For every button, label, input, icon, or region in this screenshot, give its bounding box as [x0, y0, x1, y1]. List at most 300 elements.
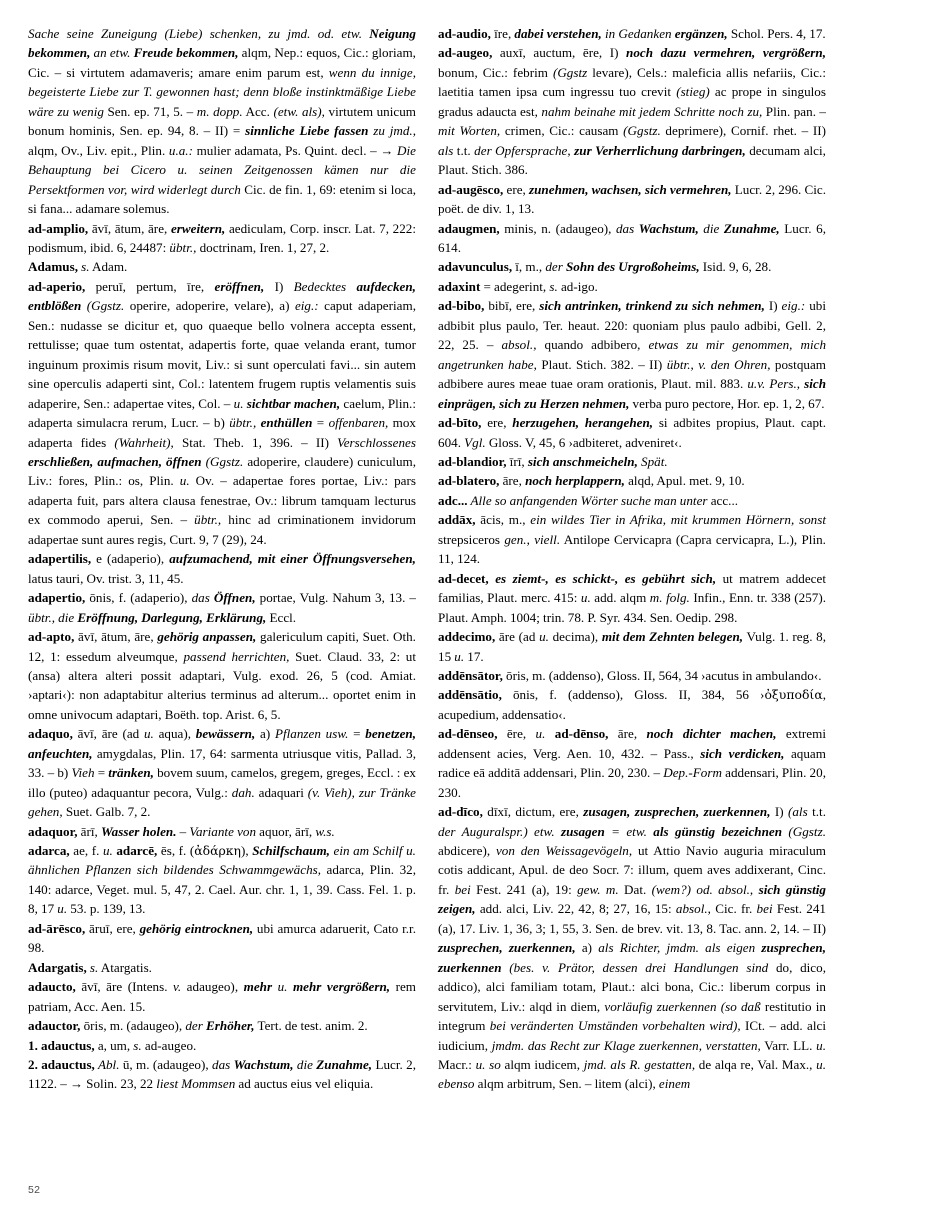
dictionary-entry: [438, 296, 826, 413]
entry-text-run: Antilope Cervicapra (Capra cervicapra, L.), Plin. 11, 124.: [438, 531, 826, 567]
entry-text-run: ad-ārēsco,: [28, 920, 86, 936]
dictionary-entry: [438, 569, 826, 627]
entry-text-run: erschließen, aufmachen, öffnen: [28, 453, 202, 469]
entry-text-run: mehr: [243, 979, 278, 995]
entry-text-run: adaquor,: [28, 823, 78, 839]
entry-text-run: jmd. als R. gestatten,: [583, 1057, 696, 1073]
entry-text-run: als Richter, jmdm. als eigen: [598, 940, 762, 956]
entry-text-run: Suet. Claud. 33, 2: ut (ansa) altera alteri possit adaptari, Vulg. exod. 26, 5 (cod. Amiat. ›aptari‹): non adaptabitur alterius terminus ad alterum... oportet enim in omne univocum adaptari, Boëth. top. Arist. 6, 5.: [28, 648, 416, 722]
entry-text-run: Spät.: [637, 453, 668, 469]
entry-text-run: von den Weissagevögeln,: [495, 843, 633, 859]
entry-text-run: =: [312, 415, 329, 431]
entry-text-run: vorläufig zuerkennen (so daß: [604, 998, 761, 1014]
entry-text-run: quando adbibero,: [536, 337, 649, 353]
entry-text-run: bovem suum, camelos, gregem, greges, Eccl. : ex illo (puteo) adaquantur pecora, Vulg.:: [28, 765, 416, 800]
entry-text-run: sinnliche Liebe fassen: [245, 123, 369, 139]
entry-text-run: Dep.-Form: [663, 765, 722, 781]
entry-text-run: ὀξυποδία: [764, 687, 823, 703]
entry-text-run: erweitern,: [170, 220, 226, 236]
entry-text-run: übtr., v. den Ohren,: [666, 356, 771, 372]
entry-text-run: si adbites propius, Plaut. capt. 604.: [438, 415, 827, 450]
entry-text-run: peruī, pertum, īre,: [85, 278, 215, 294]
dictionary-entry: [28, 24, 416, 219]
entry-text-run: Cic. de fin. 1, 69: etenim si loca, si fana... adamare solemus.: [28, 181, 416, 217]
entry-text-run: Lucr. 6, 614.: [438, 220, 826, 255]
entry-text-run: Abl.: [94, 1057, 120, 1073]
entry-text-run: ae, f.: [69, 843, 103, 859]
entry-text-run: bei veränderten Umständen vorbehalten wird),: [489, 1018, 741, 1034]
entry-text-run: offenbaren,: [328, 415, 389, 431]
entry-text-run: īre,: [490, 26, 515, 41]
entry-text-run: u.: [102, 843, 113, 859]
entry-text-run: Adargatis,: [28, 959, 87, 975]
entry-text-run: u.: [233, 395, 244, 411]
dictionary-entry: [28, 958, 416, 977]
entry-text-run: verba puro pectore, Hor. ep. 1, 2, 67.: [629, 395, 825, 411]
entry-text-run: galericulum capiti, Suet. Oth. 12, 1: essedum alveumque,: [28, 629, 416, 664]
entry-text-run: Erhöher,: [206, 1018, 255, 1034]
entry-text-run: āvī, ātum, āre,: [88, 220, 171, 236]
entry-text-run: der: [545, 259, 566, 275]
entry-text-run: noch dazu vermehren, vergrößern,: [626, 45, 826, 61]
entry-text-run: der Opfersprache,: [474, 142, 575, 158]
entry-text-run: ),: [241, 843, 253, 859]
entry-text-run: Acc.: [242, 103, 274, 119]
entry-text-run: u.: [143, 726, 154, 742]
entry-text-run: bibī, ere,: [484, 298, 540, 314]
entry-text-run: mit dem Zehnten belegen,: [601, 629, 744, 645]
entry-text-run: übtr., die: [28, 609, 78, 625]
entry-text-run: Macr.:: [438, 1057, 476, 1073]
entry-text-run: īrī,: [506, 453, 528, 469]
entry-text-run: Neigung bekommen,: [28, 26, 416, 61]
dictionary-entry: [28, 919, 416, 958]
entry-text-run: Eröffnung, Darlegung, Erklärung,: [77, 609, 267, 625]
entry-text-run: Isid. 9, 6, 28.: [699, 259, 772, 275]
entry-text-run: das: [212, 1057, 234, 1073]
dictionary-entry: [28, 822, 416, 841]
entry-text-run: adaquari: [254, 784, 308, 800]
entry-text-run: gew. m.: [577, 881, 619, 897]
entry-text-run: enthüllen: [260, 415, 313, 431]
entry-text-run: doctrinam, Iren. 1, 27, 2.: [196, 239, 330, 255]
dictionary-entry: [438, 685, 826, 724]
entry-text-run: adaugeo),: [181, 979, 244, 995]
entry-text-run: Fest. 241 (a), 19:: [470, 881, 578, 897]
entry-text-run: ī, m.,: [512, 259, 546, 275]
entry-text-run: s.: [86, 959, 99, 975]
entry-text-run: Sen. ep. 71, 5. –: [103, 103, 197, 119]
entry-text-run: adoperire, claudere) cuniculum, Liv.: fores, Plin.: os, Plin.: [28, 453, 417, 489]
entry-text-run: aquam radice eā additā addensari, Plin. 20, 230. –: [438, 745, 826, 781]
dictionary-entry: [438, 413, 826, 452]
dictionary-entry: [438, 43, 826, 179]
entry-text-run: eig.:: [294, 298, 319, 314]
entry-text-run: ere,: [503, 181, 530, 197]
dictionary-entry: [438, 24, 826, 43]
entry-text-run: Cic. fr.: [710, 901, 757, 917]
entry-text-run: e (adaperio),: [91, 551, 170, 567]
entry-text-run: bei: [454, 881, 471, 897]
entry-text-run: adarcē,: [112, 843, 158, 859]
entry-text-run: aqua),: [153, 726, 196, 742]
entry-text-run: adavunculus,: [438, 259, 513, 275]
entry-text-run: aufzumachend, mit einer Öffnungsversehen,: [169, 551, 416, 567]
dictionary-entry: [438, 257, 826, 276]
entry-text-run: ad-augēsco,: [438, 181, 504, 197]
entry-text-run: ad-augeo.: [141, 1037, 197, 1053]
entry-text-run: Sache seine Zuneigung (Liebe) schenken, zu jmd. od. etw.: [28, 26, 370, 41]
entry-text-run: etwas zu mir genommen, mich angetrunken habe,: [438, 337, 827, 372]
entry-text-run: ōnis, f. (adaperio),: [85, 590, 192, 606]
entry-text-run: mehr vergrößern,: [287, 979, 391, 995]
entry-text-run: ārī,: [77, 823, 101, 839]
entry-text-run: (Ggstz.: [81, 298, 125, 314]
entry-text-run: gehörig anpassen,: [157, 629, 257, 645]
entry-text-run: u. ebenso: [438, 1057, 827, 1092]
entry-text-run: ac prope in singulos gradus adaucta est,: [438, 84, 826, 119]
entry-text-run: = adegerint,: [480, 278, 550, 294]
entry-text-run: decima),: [548, 629, 602, 645]
entry-text-run: adaucto,: [28, 979, 76, 995]
entry-text-run: adc...: [438, 492, 468, 508]
entry-text-run: übtr.,: [169, 239, 197, 255]
entry-text-run: u.: [816, 1037, 827, 1053]
entry-text-run: sich verdicken,: [700, 745, 785, 761]
entry-text-run: m. dopp.: [196, 103, 243, 119]
entry-text-run: adapertilis,: [28, 551, 92, 567]
dictionary-entry: [28, 588, 416, 627]
entry-text-run: extremi addensent acies, Verg. Aen. 10, 432. – Pass.,: [438, 726, 826, 761]
entry-text-run: übtr.,: [194, 512, 222, 528]
entry-text-run: do, dico, addico), alci familiam totam, Plaut.: alci bona, Cic.: liberum corpus in servitutem, Liv.: alqd in diem,: [438, 959, 826, 1014]
dictionary-entry: [28, 724, 416, 821]
entry-text-run: ad-decet,: [438, 570, 489, 586]
entry-text-run: Schilfschaum,: [252, 843, 330, 859]
dictionary-entry: [28, 841, 416, 919]
entry-text-run: u.: [57, 901, 68, 917]
entry-text-run: āvī, āre (Intens.: [75, 979, 174, 995]
entry-text-run: de alqa re, Val. Max.,: [695, 1057, 817, 1073]
entry-text-run: ad-dēnso,: [545, 726, 609, 742]
entry-text-run: decumam alci, Plaut. Stich. 386.: [438, 142, 826, 178]
entry-text-run: passend herrichten,: [183, 648, 290, 664]
entry-text-run: jmdm. das Recht zur Klage zuerkennen, verstatten,: [491, 1037, 761, 1053]
entry-text-run: aquor, ārī,: [256, 823, 316, 839]
entry-text-run: einem: [658, 1076, 691, 1092]
right-column: [438, 24, 826, 1094]
entry-text-run: ōnis, f. (addenso), Gloss. II, 384, 56 ›: [501, 687, 765, 703]
dictionary-entry: [28, 257, 416, 276]
entry-text-run: u.: [539, 629, 549, 645]
entry-text-run: sich einprägen, sich zu Herzen nehmen,: [438, 376, 827, 411]
column-container: [28, 24, 907, 1094]
entry-text-run: Wachstum,: [233, 1057, 294, 1073]
entry-text-run: der Auguralspr.) etw.: [438, 823, 561, 839]
entry-text-run: u.: [454, 648, 465, 664]
entry-text-run: = etw.: [604, 823, 654, 839]
entry-text-run: ubi adbibit plus paulo, Ter. heaut. 220: quoniam plus paulo adbibi, Gell. 2, 22, 25. –: [438, 298, 826, 353]
entry-text-run: levare), Cels.: maleficia allis nefariis, Cic.: laetitia tamen ipsa cum ingressu tuo crevit: [438, 64, 826, 100]
entry-text-run: eröffnen,: [214, 278, 265, 294]
entry-text-run: adarca, Plin. 32, 140: adarce, Veget. mul. 5, 47, 2. Cael. Aur. chr. 1, 1, 39. Cass. Fel. 1. p. 8, 17: [28, 862, 417, 917]
entry-text-run: =: [94, 765, 109, 781]
entry-text-run: sich antrinken, trinkend zu sich nehmen,: [539, 298, 765, 314]
entry-text-run: a): [575, 940, 599, 956]
dictionary-entry: [28, 277, 416, 549]
entry-text-run: u.v. Pers.,: [747, 376, 805, 392]
entry-text-run: =: [348, 726, 366, 742]
entry-text-run: ad-audio,: [438, 26, 491, 41]
entry-text-run: t.t.: [453, 142, 475, 158]
entry-text-run: portae, Vulg. Nahum 3, 13. –: [255, 590, 416, 606]
entry-text-run: (Ggstz.: [201, 453, 244, 469]
entry-text-run: addecimo,: [438, 629, 496, 645]
entry-text-run: crimen, Cic.: causam: [500, 123, 624, 139]
entry-text-run: bei: [756, 901, 773, 917]
entry-text-run: alqm iudicem,: [500, 1057, 584, 1073]
entry-text-run: u.a.:: [168, 142, 193, 158]
entry-text-run: mit Worten,: [438, 123, 501, 139]
entry-text-run: Vgl.: [464, 434, 486, 450]
entry-text-run: Vulg. 1. reg. 8, 15: [438, 629, 826, 664]
entry-text-run: adaxint: [438, 278, 481, 294]
entry-text-run: rem patriam, Acc. Aen. 15.: [28, 979, 416, 1014]
entry-text-run: alqm, Ov., Liv. epit., Plin.: [28, 142, 169, 158]
entry-text-run: liest Mommsen: [156, 1076, 236, 1092]
entry-text-run: s.: [133, 1037, 142, 1053]
entry-text-run: (bes. v. Prätor, dessen drei Handlungen sind: [501, 959, 769, 975]
entry-text-run: adaquo,: [28, 726, 73, 742]
entry-text-run: Zunahme,: [316, 1057, 373, 1073]
dictionary-entry: [438, 491, 826, 510]
entry-text-run: Infin., Enn. tr. 338 (257). Plaut. Amph. 1004; trin. 78. P. Syr. 434. Sen. Oedip. 298.: [438, 590, 827, 625]
dictionary-entry: [28, 977, 416, 1016]
entry-text-run: (Ggstz: [552, 64, 588, 80]
entry-text-run: Stat. Theb. 1, 396. – II): [173, 434, 338, 450]
entry-text-run: ad-blandior,: [438, 453, 507, 469]
entry-text-run: caput adaperiam, Sen.: nudasse se dicitur et, quo quaeque bello volnera accepta essent, rettulisse; quae tum ostentat, adapertis forte, quae velanda erant, tumor inguinum proximis risum movit, Liv.: si sunt operculati favi... sin autem sine operculis adaperti sint, Col.: latentem frugem ruptis velamentis suis adaperire, Sen.: adapertae vites, Col. –: [28, 298, 416, 411]
entry-text-run: ū, m. (adaugeo),: [119, 1057, 212, 1073]
entry-text-run: Alle so anfangenden Wörter suche man unter: [467, 492, 708, 508]
entry-text-run: adauctor,: [28, 1018, 81, 1034]
entry-text-run: Pflanzen usw.: [274, 726, 349, 742]
entry-text-run: (Wahrheit),: [114, 434, 174, 450]
entry-text-run: āre,: [499, 473, 526, 489]
entry-text-run: in Gedanken: [601, 26, 675, 41]
entry-text-run: āre (ad: [495, 629, 540, 645]
entry-text-run: ad auctus eius vel eliquia.: [235, 1076, 374, 1092]
entry-text-run: , acupedium, addensatio‹.: [438, 687, 826, 722]
entry-text-run: Plin. pan. –: [762, 103, 826, 119]
page-number: 52: [28, 1184, 41, 1196]
entry-text-run: (Ggstz.: [623, 123, 661, 139]
entry-text-run: Schol. Pers. 4, 17.: [727, 26, 826, 41]
entry-text-run: restitutio in integrum: [438, 998, 826, 1034]
entry-text-run: 1. adauctus,: [28, 1037, 95, 1053]
entry-text-run: zur Verherrlichung darbringen,: [574, 142, 746, 158]
entry-text-run: ad-dēnseo,: [438, 726, 498, 742]
entry-text-run: acc...: [707, 492, 739, 508]
entry-text-run: die: [293, 1057, 317, 1073]
entry-text-run: ēs, f. (: [157, 843, 195, 859]
entry-text-run: ācis, m.,: [475, 512, 531, 528]
entry-text-run: caelum, Plin.: adaperta simulacra rerum, Lucr. – b): [28, 395, 417, 431]
entry-text-run: ergänzen,: [674, 26, 728, 41]
entry-text-run: ἀδάρκη: [194, 843, 242, 859]
entry-text-run: Plaut. Stich. 382. – II): [536, 356, 667, 372]
entry-text-run: addāx,: [438, 512, 476, 528]
dictionary-entry: [438, 452, 826, 471]
entry-text-run: adapertio,: [28, 590, 86, 606]
entry-text-run: āruī, ere,: [85, 920, 140, 936]
entry-text-run: –: [176, 823, 190, 839]
entry-text-run: aufdecken, entblößen: [28, 278, 416, 314]
entry-text-run: Sohn des Urgroßoheims,: [565, 259, 700, 275]
entry-text-run: strepsiceros: [438, 531, 505, 547]
entry-text-run: I): [770, 804, 788, 820]
entry-text-run: Lucr. 2, 296. Cic. poët. de div. 1, 13.: [438, 181, 827, 217]
entry-text-run: herzugehen, herangehen,: [512, 415, 654, 431]
entry-text-run: tränken,: [108, 765, 154, 781]
entry-text-run: nahm beinahe mit jedem Schritte noch zu,: [541, 103, 763, 119]
entry-text-run: Dat.: [618, 881, 652, 897]
entry-text-run: u.: [179, 473, 190, 489]
entry-text-run: Verschlossenes: [337, 434, 416, 450]
left-column: [28, 24, 416, 1094]
entry-text-run: als günstig bezeichnen: [653, 823, 783, 839]
entry-text-run: (stieg): [676, 84, 710, 100]
entry-text-run: u.: [277, 979, 288, 995]
entry-text-run: operire, adoperire, velare), a): [124, 298, 295, 314]
dictionary-entry: [438, 627, 826, 666]
entry-text-run: Eccl.: [266, 609, 297, 625]
entry-text-run: auxī, auctum, ēre, I): [492, 45, 627, 61]
entry-text-run: das: [191, 590, 214, 606]
entry-text-run: t.t.: [807, 804, 826, 820]
entry-text-run: noch herplappern,: [525, 473, 625, 489]
dictionary-entry: [28, 1055, 416, 1094]
dictionary-entry: [438, 180, 826, 219]
entry-text-run: ad-dīco,: [438, 804, 483, 820]
entry-text-run: Bedecktes: [293, 278, 357, 294]
dictionary-entry: [28, 549, 416, 588]
entry-text-run: Vieh: [71, 765, 95, 781]
entry-text-run: ein am Schilf u. ähnlichen Pflanzen sich bildendes Schwammgewächs,: [28, 843, 416, 878]
entry-text-run: mox adaperta fides: [28, 415, 416, 450]
entry-text-run: ēre,: [497, 726, 536, 742]
entry-text-run: dah.: [231, 784, 255, 800]
entry-text-run: noch dichter machen,: [646, 726, 777, 742]
entry-text-run: ad-bīto,: [438, 415, 482, 431]
entry-text-run: dīxī, dictum, ere,: [482, 804, 584, 820]
entry-text-run: das: [615, 220, 639, 236]
entry-text-run: I): [264, 278, 294, 294]
entry-text-run: postquam adbibere aures meae tuae oram orationis, Plaut. mil. 883.: [438, 356, 826, 392]
entry-text-run: bewässern,: [195, 726, 256, 742]
entry-text-run: ubi amurca adaruerit, Cato r.r. 98.: [28, 920, 417, 956]
entry-text-run: (Ggstz.: [782, 823, 826, 839]
dictionary-entry: [438, 666, 826, 685]
entry-text-run: 17.: [464, 648, 484, 664]
entry-text-run: ad-aperio,: [28, 278, 86, 294]
entry-text-run: s.: [549, 278, 558, 294]
entry-text-run: Zunahme,: [723, 220, 780, 236]
entry-text-run: addensari, Plin. 20, 230.: [438, 765, 826, 800]
entry-text-run: alqm, Nep.: equos, Cic.: gloriam, Cic. – si virtutem adamaveris; amare enim parum est,: [28, 45, 416, 80]
dictionary-entry: [438, 219, 826, 258]
dictionary-entry: [438, 802, 826, 1094]
entry-text-run: zusagen, zusprechen, zuerkennen,: [583, 804, 771, 820]
dictionary-entry: [28, 1036, 416, 1055]
entry-text-run: ut matrem addecet familias, Plaut. merc. 415:: [438, 570, 827, 606]
entry-text-run: a, um,: [94, 1037, 134, 1053]
entry-text-run: zusprechen, zuerkennen: [438, 940, 826, 975]
entry-text-run: gen., viell.: [504, 531, 561, 547]
entry-text-run: ad-blatero,: [438, 473, 500, 489]
entry-text-run: Gloss. V, 45, 6 ›adbiteret, adveniret‹.: [485, 434, 682, 450]
entry-text-run: ad-apto,: [28, 629, 75, 645]
dictionary-entry: [438, 510, 826, 568]
entry-text-run: alqd, Apul. met. 9, 10.: [624, 473, 745, 489]
entry-text-run: sichtbar machen,: [243, 395, 341, 411]
entry-text-run: v.: [173, 979, 182, 995]
entry-text-run: sich anschmeicheln,: [527, 453, 638, 469]
entry-text-run: bonum, Cic.: febrim: [438, 64, 553, 80]
entry-text-run: mulier adamata, Ps. Quint. decl. – →: [192, 142, 398, 158]
entry-text-run: w.s.: [315, 823, 335, 839]
entry-text-run: amygdalas, Plin. 17, 64: sarmenta utriusque vitis, Pallad. 3, 33. – b): [28, 745, 416, 781]
entry-text-run: ōris, m. (addenso), Gloss. II, 564, 34 ›acutus in ambulando‹.: [502, 667, 822, 683]
entry-text-run: zu jmd.,: [368, 123, 416, 139]
entry-text-run: Die Behauptung bei Cicero u. seinen Zeitgenossen kämen nur die Persektformen vor, wird widerlegt durch: [28, 142, 417, 197]
entry-text-run: add. alqm: [590, 590, 650, 606]
entry-text-run: 53. p. 139, 13.: [67, 901, 146, 917]
entry-text-run: minis, n. (adaugeo),: [499, 220, 616, 236]
entry-text-run: Varr. LL.: [760, 1037, 817, 1053]
entry-text-run: absol.,: [675, 901, 711, 917]
entry-text-run: an etw.: [90, 45, 134, 61]
entry-text-run: ere,: [481, 415, 513, 431]
entry-text-run: Atargatis.: [98, 959, 152, 975]
entry-text-run: āre,: [608, 726, 647, 742]
entry-text-run: a): [255, 726, 275, 742]
entry-text-run: āvī, ātum, āre,: [74, 629, 158, 645]
entry-text-run: abdicere),: [438, 843, 496, 859]
dictionary-entry: [438, 471, 826, 490]
entry-text-run: add. alci, Liv. 22, 42, 8; 27, 16, 15:: [475, 901, 676, 917]
entry-text-run: āvī, āre (ad: [72, 726, 144, 742]
entry-text-run: (etw. als),: [273, 103, 325, 119]
entry-text-run: der: [185, 1018, 207, 1034]
entry-text-run: zusagen: [560, 823, 605, 839]
entry-text-run: u. so: [475, 1057, 501, 1073]
entry-text-run: Suet. Galb. 7, 2.: [62, 804, 151, 820]
entry-text-run: latus tauri, Ov. trist. 3, 11, 45.: [28, 570, 184, 586]
entry-text-run: ein wildes Tier in Afrika, mit krummen Hörnern, sonst: [530, 512, 827, 528]
entry-text-run: adaugmen,: [438, 220, 500, 236]
entry-text-run: benetzen, anfeuchten,: [28, 726, 417, 761]
entry-text-run: ut Attio Navio auguria miraculum cotis addicant, Apul. de deo Socr. 7: illum, quem aves addixerant, Cinc. fr.: [438, 843, 826, 897]
entry-text-run: m. folg.: [649, 590, 690, 606]
entry-text-run: Ov. – adapertae fores portae, Liv.: pars adaperta fuit, pars altera clausa fenestrae, Ov.: librum tamquam lecturus ex commodo aperui, Sen. –: [28, 473, 416, 528]
entry-text-run: ICt. – add. alci iudicium,: [438, 1018, 826, 1053]
entry-text-run: Adamus,: [28, 259, 78, 275]
entry-text-run: gehörig eintrocknen,: [139, 920, 254, 936]
entry-text-run: Variante von: [189, 823, 257, 839]
dictionary-entry: [28, 1016, 416, 1035]
entry-text-run: ad-augeo,: [438, 45, 493, 61]
